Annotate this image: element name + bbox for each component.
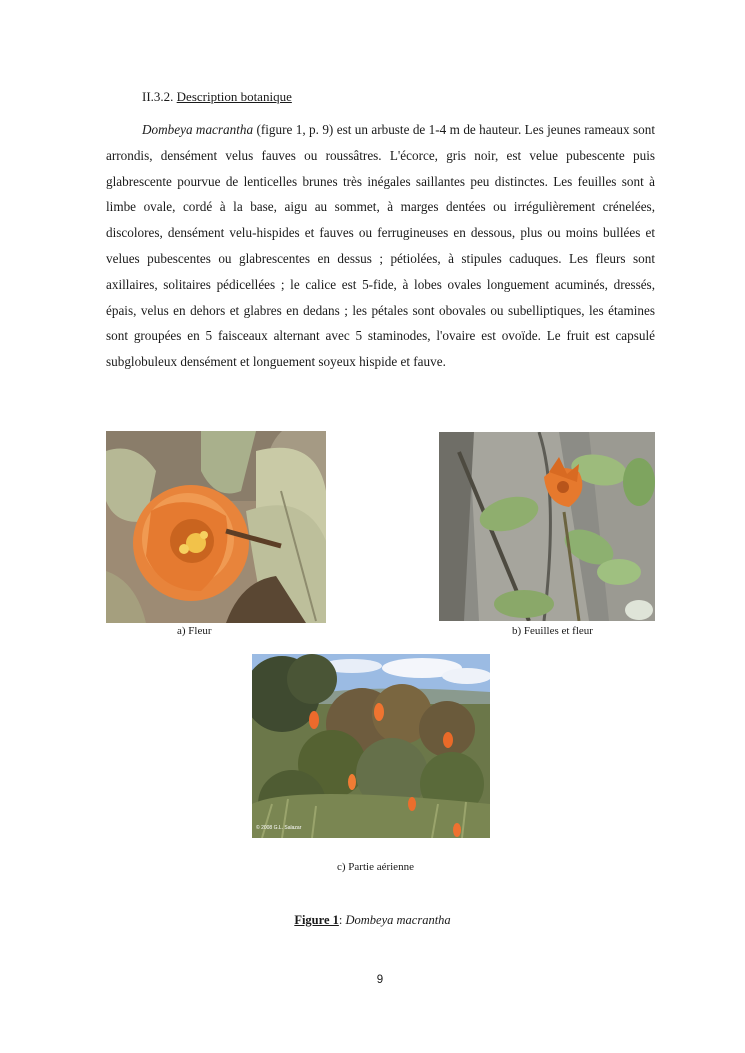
leaves-photo-image <box>439 432 655 621</box>
page-number: 9 <box>376 974 384 986</box>
figure-separator: : <box>338 913 346 927</box>
description-text: (figure 1, p. 9) est un arbuste de 1-4 m de hauteur. Les jeunes rameaux sont arrondis, densément velus fauves ou roussâtres. L'écorce, gris noir, est velue pubescente puis glabrescente pourvue de lenticelles brunes très inégales saillantes peu distinctes. Les feuilles sont à limbe ovale, cordé à la base, aigu au sommet, à marges dentées ou irrégulièrement crénelées, discolores, densément velu-hispides et fauves ou ferrugineuses en dessous, plus ou moins bullées et velues pubescentes ou glabrescentes en dessus ; pétiolées, à stipules caduques. Les fleurs sont axillaires, solitaires pédicellées ; le calice est 5-fide, à lobes ovales longuement acuminés, dressés, épais, velus en dehors et glabres en dedans ; les pétales sont obovales ou subelliptiques, les étamines sont groupées en 5 faisceaux alternant avec 5 staminodes, l'ovaire est ovoïde. Le fruit est capsulé subglobuleux densément et longuement soyeux hispide et fauve. <box>106 122 655 370</box>
photo-credit: © 2008 G.L. Salazar <box>256 825 302 831</box>
photo-leaves-flower <box>439 432 655 621</box>
photo-aerial-part <box>252 654 490 838</box>
section-number: II.3.2. <box>142 89 174 104</box>
flower-photo-image <box>106 431 326 623</box>
section-heading <box>142 88 292 106</box>
caption-leaves-flower: b) Feuilles et fleur <box>512 625 593 637</box>
figure-species: Dombeya macrantha <box>345 913 451 927</box>
figure-title <box>0 912 745 928</box>
figure-label: Figure 1 <box>294 913 339 927</box>
caption-aerial-part: c) Partie aérienne <box>337 861 414 873</box>
photo-flower <box>106 431 326 623</box>
caption-flower: a) Fleur <box>177 625 212 637</box>
aerial-photo-image <box>252 654 490 838</box>
species-name: Dombeya macrantha <box>142 122 254 137</box>
section-title: Description botanique <box>176 89 292 104</box>
description-paragraph <box>106 117 655 375</box>
